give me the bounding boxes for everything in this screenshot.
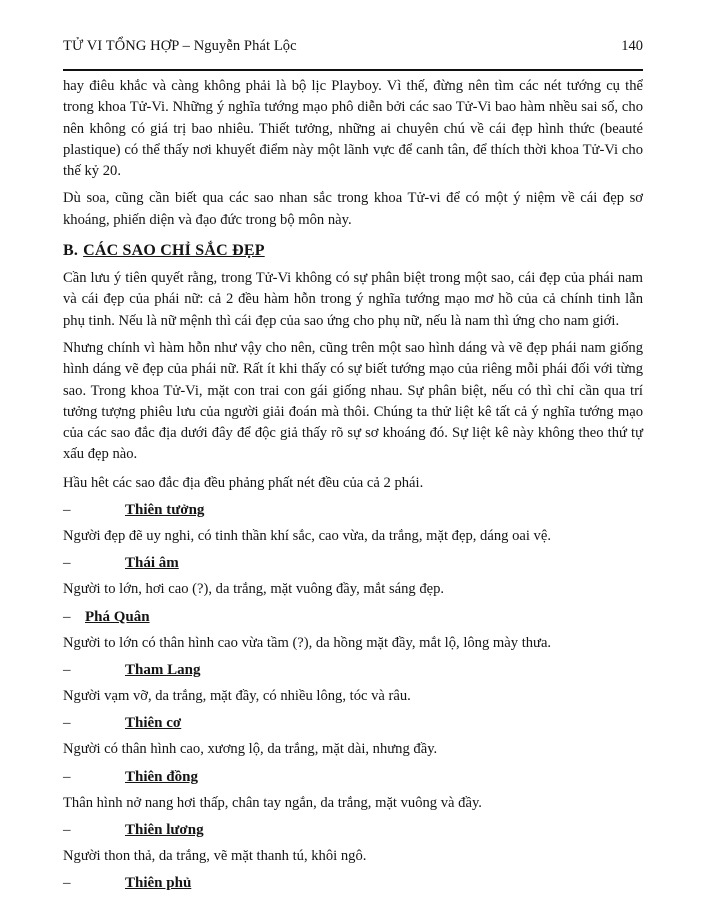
star-description: Thân hình nở nang hơi thấp, chân tay ngắn, da trắng, mặt vuông và đầy. (63, 794, 482, 811)
list-item (63, 765, 643, 814)
list-item (63, 658, 643, 707)
star-heading (63, 711, 643, 736)
star-description: Người có thân hình cao, xương lộ, da trắng, mặt dài, nhưng đầy. (63, 741, 438, 758)
section-title: CÁC SAO CHỈ SẮC ĐẸP (83, 242, 265, 260)
page-header (63, 38, 643, 55)
paragraph-continuation: hay điêu khắc và càng không phải là bộ lịc Playboy. Vì thế, đừng nên tìm các nét tướng cụ thể trong khoa Tử-Vi. Những ý nghĩa tướng mạo phô diễn bởi các sao Tử-Vi bao hàm nhều sai số, cho nên không có giá trị bao nhiêu. Thiết tưởng, những ai chuyên chú về cái đẹp hình thức (beauté plastique) có thể thấy nơi khuyết điểm này một lãnh vực để canh tân, để thích thời khoa Tử-Vi cho thế kỷ 20. (63, 78, 643, 180)
list-item (63, 871, 643, 896)
star-heading (63, 498, 643, 523)
list-dash: – (63, 715, 71, 732)
list-dash: – (63, 768, 71, 785)
star-name: Thiên tưởng (125, 502, 205, 519)
paragraph: Cần lưu ý tiên quyết rằng, trong Tử-Vi không có sự phân biệt trong một sao, cái đẹp của phái nam và cái đẹp của phái nữ: cả 2 đều hàm hỗn trong ý nghĩa tướng mạo mơ hồ của cả chính tinh lẫn phụ tinh. Nếu là nữ mệnh thì cái đẹp của sao ứng cho phụ nữ, nếu là nam thì ứng cho nam giới. (63, 270, 643, 329)
list-dash: – (63, 555, 71, 572)
star-description: Người thon thả, da trắng, vẽ mặt thanh tú, khôi ngô. (63, 847, 367, 864)
star-name: Thiên lương (125, 821, 204, 838)
list-dash: – (63, 821, 71, 838)
header-rule (63, 69, 643, 71)
star-name: Thiên cơ (125, 715, 182, 732)
star-heading (63, 818, 643, 843)
star-description: Người đẹp đẽ uy nghi, có tinh thần khí sắc, cao vừa, da trắng, mặt đẹp, dáng oai vệ. (63, 528, 551, 545)
paragraph: Nhưng chính vì hàm hỗn như vậy cho nên, cũng trên một sao hình dáng và vẽ đẹp phái nam giống hình dáng vẽ đẹp của phái nữ. Rất ít khi thấy có sự biết tướng mạo của riêng mỗi phái đối với từng sao. Trong khoa Tử-Vi, mặt con trai con gái giống nhau. Sự phân biệt, nếu có thì chỉ cần qua trí tưởng tượng phiêu lưu của người giải đoán mà thôi. Chúng ta thử liệt kê tất cả ý nghĩa tướng mạo của các sao đắc địa dưới đây để độc giả thấy rõ sự sơ khoáng đó. Sự liệt kê này không theo thứ tự xấu đẹp nào. (63, 339, 643, 463)
star-heading (63, 658, 643, 683)
list-item (63, 498, 643, 547)
star-heading (63, 871, 643, 896)
star-heading (63, 551, 643, 576)
star-description: Người to lớn, hơi cao (?), da trắng, mặt vuông đầy, mắt sáng đẹp. (63, 581, 445, 598)
star-name: Thiên đồng (125, 768, 198, 785)
list-intro: Hầu hêt các sao đắc địa đều phảng phất nét đều của cả 2 phái. (63, 474, 424, 491)
list-item (63, 605, 643, 654)
list-dash: – (63, 608, 71, 625)
star-heading (63, 605, 643, 630)
list-item (63, 818, 643, 867)
list-dash: – (63, 661, 71, 678)
list-item (63, 551, 643, 600)
running-title: TỬ VI TỔNG HỢP – Nguyễn Phát Lộc (63, 38, 297, 54)
star-description: Người vạm vỡ, da trắng, mặt đầy, có nhiều lông, tóc và râu. (63, 687, 411, 704)
star-name: Thiên phủ (125, 875, 192, 892)
list-dash: – (63, 502, 71, 519)
section-heading (63, 240, 643, 262)
paragraph: Dù soa, cũng cần biết qua các sao nhan sắc trong khoa Tử-vi để có một ý niệm về cái đẹp sơ khoáng, phiến diện và đạo đức trong bộ môn này. (63, 190, 643, 228)
section-letter: B. (63, 242, 79, 260)
list-item (63, 711, 643, 760)
list-dash: – (63, 875, 71, 892)
star-name: Tham Lang (125, 661, 201, 678)
page-number: 140 (621, 38, 643, 54)
star-name: Phá Quân (85, 608, 150, 625)
star-name: Thái âm (125, 555, 179, 572)
star-description: Người to lớn có thân hình cao vừa tầm (?), da hồng mặt đầy, mắt lộ, lông mày thưa. (63, 634, 552, 651)
star-heading (63, 765, 643, 790)
